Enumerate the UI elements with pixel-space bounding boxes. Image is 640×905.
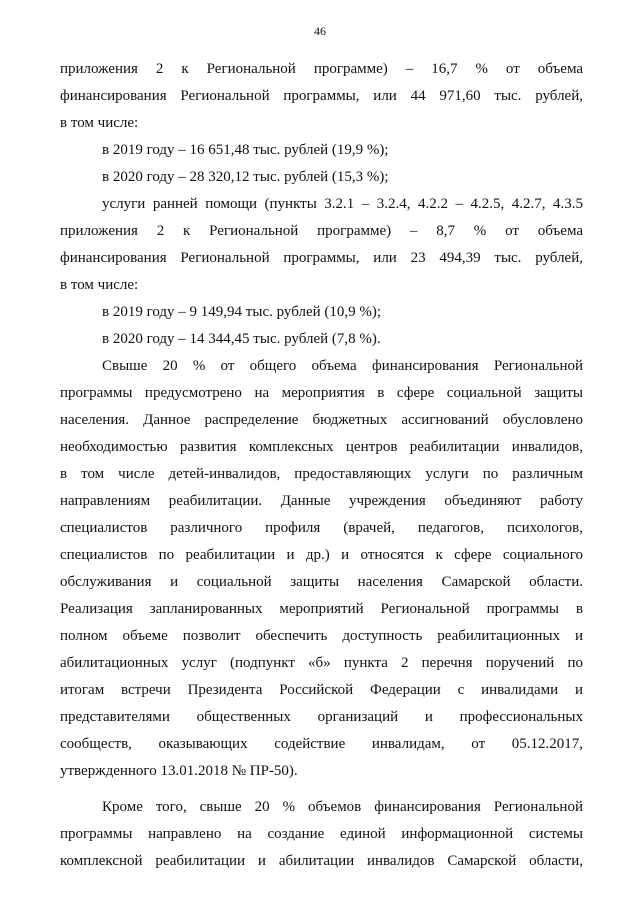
text-line: сообществ, оказывающих содействие инвалидам, от 05.12.2017, <box>60 736 583 752</box>
text-line: программы направлено на создание единой информационной системы <box>60 826 583 842</box>
text-line: итогам встречи Президента Российской Федерации с инвалидами и <box>60 682 583 698</box>
text-line: направлениям реабилитации. Данные учреждения объединяют работу <box>60 493 583 509</box>
text-line: услуги ранней помощи (пункты 3.2.1 – 3.2.4, 4.2.2 – 4.2.5, 4.2.7, 4.3.5 <box>102 196 583 212</box>
text-line: приложения 2 к Региональной программе) – 16,7 % от объема <box>60 61 583 77</box>
text-line: Кроме того, свыше 20 % объемов финансирования Региональной <box>102 799 583 815</box>
body-text <box>60 56 583 875</box>
text-line: специалистов по реабилитации и др.) и относятся к сфере социального <box>60 547 583 563</box>
text-line: населения. Данное распределение бюджетных ассигнований обусловлено <box>60 412 583 428</box>
text-line: финансирования Региональной программы, или 44 971,60 тыс. рублей, <box>60 88 583 104</box>
text-line: утвержденного 13.01.2018 № ПР-50). <box>60 763 298 779</box>
text-line: необходимостью развития комплексных центров реабилитации инвалидов, <box>60 439 583 455</box>
text-line: комплексной реабилитации и абилитации инвалидов Самарской области, <box>60 853 583 869</box>
text-line: в том числе: <box>60 115 139 131</box>
text-line: программы предусмотрено на мероприятия в сфере социальной защиты <box>60 385 583 401</box>
page-number: 46 <box>314 24 326 38</box>
paragraph-gap <box>60 785 583 794</box>
text-line: Реализация запланированных мероприятий Региональной программы в <box>60 601 583 617</box>
text-line: обслуживания и социальной защиты населения Самарской области. <box>60 574 583 590</box>
text-line: приложения 2 к Региональной программе) – 8,7 % от объема <box>60 223 583 239</box>
text-line: Свыше 20 % от общего объема финансирования Региональной <box>102 358 583 374</box>
text-line: в том числе детей-инвалидов, предоставляющих услуги по различным <box>60 466 583 482</box>
text-line: в 2019 году – 9 149,94 тыс. рублей (10,9 %); <box>102 304 382 320</box>
text-line: полном объеме позволит обеспечить доступность реабилитационных и <box>60 628 583 644</box>
text-line: в 2020 году – 14 344,45 тыс. рублей (7,8 %). <box>102 331 381 347</box>
text-line: в 2020 году – 28 320,12 тыс. рублей (15,3 %); <box>102 169 389 185</box>
text-line: в том числе: <box>60 277 139 293</box>
text-line: в 2019 году – 16 651,48 тыс. рублей (19,9 %); <box>102 142 389 158</box>
text-line: специалистов различного профиля (врачей, педагогов, психологов, <box>60 520 583 536</box>
text-line: представителями общественных организаций и профессиональных <box>60 709 583 725</box>
text-line: финансирования Региональной программы, или 23 494,39 тыс. рублей, <box>60 250 583 266</box>
text-line: абилитационных услуг (подпункт «б» пункта 2 перечня поручений по <box>60 655 583 671</box>
